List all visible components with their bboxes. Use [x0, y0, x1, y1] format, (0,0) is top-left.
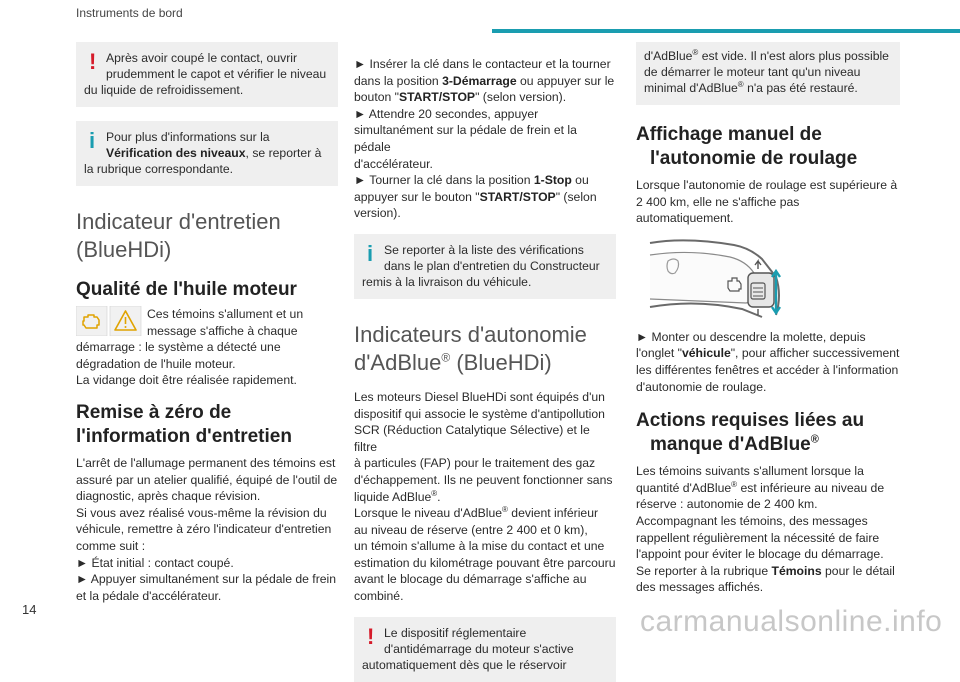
- text-part: .: [437, 489, 441, 504]
- text-line: au niveau de réserve (entre 2 400 et 0 km),: [354, 522, 588, 537]
- bold-term: START/STOP: [399, 90, 476, 105]
- text-line: Les témoins suivants s'allument lorsque la: [636, 464, 864, 479]
- text-line: [354, 489, 616, 506]
- text-line: dispositif qui associe le système d'antipollution: [354, 406, 605, 421]
- bold-term: START/STOP: [479, 189, 556, 204]
- bold-term: 1-Stop: [533, 173, 572, 188]
- title-line: [636, 433, 900, 457]
- text-line: combiné.: [354, 589, 404, 604]
- text-line: d'autonomie de roulage.: [636, 379, 767, 394]
- text-line: [354, 172, 616, 189]
- text-line: Se reporter à la liste des vérifications: [384, 242, 584, 257]
- text-line: comme suit :: [76, 538, 146, 553]
- text-part: Se reporter à la rubrique: [636, 563, 772, 578]
- bold-term: Vérification des niveaux: [106, 146, 246, 160]
- text-line: [636, 480, 900, 497]
- text-line: message s'affiche à chaque: [147, 323, 298, 338]
- text-line: ► Monter ou descendre la molette, depuis: [636, 329, 866, 344]
- text-line: les différentes fenêtres et accéder à l'information: [636, 362, 899, 377]
- adblue-paragraph: [354, 389, 616, 605]
- text-line: Ces témoins s'allument et un: [147, 307, 304, 321]
- text-part: liquide AdBlue: [354, 489, 432, 504]
- registered-mark: ®: [441, 350, 451, 365]
- text-line: un témoin s'allume à la mise du contact et une: [354, 539, 605, 554]
- text-line: estimation du kilométrage pouvant être parcouru: [354, 555, 616, 570]
- text-line: 2 400 km, elle ne s'affiche pas automatiquement.: [636, 194, 800, 226]
- manual-range-paragraph: [636, 177, 900, 227]
- text-line: ► Insérer la clé dans le contacteur et la tourner: [354, 57, 611, 71]
- title-line: l'information d'entretien: [76, 425, 292, 447]
- text-part: quantité d'AdBlue: [636, 480, 732, 495]
- text-line: des messages affichés.: [636, 580, 764, 595]
- text-line: [644, 48, 892, 64]
- text-part: n'a pas été restauré.: [743, 81, 858, 95]
- text-part: Lorsque le niveau d'AdBlue: [354, 506, 503, 521]
- text-line: l'appoint pour éviter le blocage du démarrage.: [636, 547, 884, 562]
- registered-mark: ®: [431, 488, 438, 498]
- oil-quality-block: [76, 306, 338, 389]
- reset-steps: [354, 56, 616, 222]
- text-line: La vidange doit être réalisée rapidement.: [76, 373, 297, 388]
- text-line: ► Appuyer simultanément sur la pédale de frein: [76, 572, 337, 587]
- warning-box-immobilizer: [354, 617, 616, 682]
- text-line: automatiquement dès que le réservoir: [362, 657, 567, 672]
- text-line: ► État initial : contact coupé.: [76, 555, 234, 570]
- running-header: Instruments de bord: [76, 6, 183, 20]
- text-part: manque d'AdBlue: [650, 434, 811, 456]
- text-line: d'échappement. Ils ne peuvent fonctionner sans: [354, 472, 613, 487]
- text-line: prudemment le capot et vérifier le niveau: [106, 67, 327, 81]
- text-line: [636, 563, 900, 580]
- text-part: " (selon version).: [475, 90, 567, 105]
- text-part: " (selon: [555, 189, 597, 204]
- column-3: [636, 42, 900, 596]
- text-line: SCR (Réduction Catalytique Sélective) et le filtre: [354, 423, 590, 454]
- text-line: ► Attendre 20 secondes, appuyer: [354, 106, 539, 121]
- warning-box-coolant: [76, 42, 338, 107]
- text-line: démarrage : le système a détecté une: [76, 340, 281, 355]
- subheading-manual-range: [636, 123, 900, 171]
- column-1: [76, 42, 338, 604]
- title-line: l'autonomie de roulage: [650, 148, 858, 169]
- header-accent-bar: [492, 29, 960, 33]
- text-part: ou: [571, 173, 589, 188]
- text-part: devient inférieur: [507, 506, 599, 521]
- title-line: Indicateurs d'autonomie: [354, 321, 587, 347]
- text-line: simultanément sur la pédale de frein et la pédale: [354, 123, 577, 154]
- warning-exclamation-icon: !: [89, 49, 97, 74]
- text-part: dans la position: [354, 73, 443, 88]
- text-line: [354, 73, 616, 90]
- steering-wheel-illustration: [646, 237, 786, 321]
- text-line: la rubrique correspondante.: [84, 162, 234, 176]
- text-line: [354, 89, 616, 106]
- info-box-checklist: [354, 234, 616, 299]
- column-2: [354, 42, 616, 682]
- text-line: [354, 505, 616, 522]
- bold-term: véhicule: [681, 346, 731, 361]
- title-line: Remise à zéro de: [76, 401, 232, 423]
- oil-warning-icons: [76, 306, 142, 336]
- text-line: Pour plus d'informations sur la: [106, 130, 270, 144]
- text-line: [636, 345, 900, 362]
- actions-paragraph: [636, 463, 900, 596]
- engine-oil-icon: [76, 306, 142, 336]
- text-part: , se reporter à: [245, 146, 322, 160]
- registered-mark: ®: [692, 47, 699, 57]
- subheading-adblue-actions: [636, 409, 900, 457]
- text-line: et la pédale d'accélérateur.: [76, 588, 222, 603]
- text-line: du liquide de refroidissement.: [84, 83, 244, 97]
- text-part: pour le détail: [821, 563, 895, 578]
- text-line: avant le blocage du démarrage s'affiche au: [354, 572, 587, 587]
- thumbwheel-paragraph: [636, 329, 900, 395]
- text-line: assuré par un atelier qualifié, équipé de l'outil de: [76, 472, 338, 487]
- warning-box-continued: [636, 42, 900, 105]
- text-line: véhicule, remettre à zéro l'indicateur d'entretien: [76, 522, 332, 537]
- info-box-levels: [76, 121, 338, 186]
- text-part: minimal d'AdBlue: [644, 81, 738, 95]
- text-part: ► Tourner la clé dans la position: [354, 173, 534, 188]
- text-line: [644, 80, 892, 96]
- subheading-oil-quality: Qualité de l'huile moteur: [76, 279, 297, 300]
- title-line: Indicateur d'entretien: [76, 209, 281, 234]
- text-line: [84, 145, 330, 161]
- warning-exclamation-icon: !: [367, 623, 375, 649]
- bold-term: Témoins: [771, 563, 822, 578]
- text-line: diagnostic, après chaque révision.: [76, 489, 261, 504]
- registered-mark: ®: [737, 79, 744, 89]
- registered-mark: ®: [731, 479, 738, 489]
- text-line: Accompagnant les témoins, des messages: [636, 513, 868, 528]
- text-part: ", pour afficher successivement: [730, 346, 900, 361]
- text-line: à particules (FAP) pour le traitement des gaz: [354, 456, 596, 471]
- title-line: Affichage manuel de: [636, 124, 822, 145]
- text-part: est inférieure au niveau de: [737, 480, 885, 495]
- registered-mark: ®: [810, 433, 819, 446]
- title-line: (BlueHDi): [76, 237, 172, 262]
- text-part: d'AdBlue: [644, 49, 693, 63]
- title-line: Actions requises liées au: [636, 410, 865, 432]
- text-line: d'accélérateur.: [354, 156, 433, 171]
- text-line: de démarrer le moteur tant qu'un niveau: [644, 65, 861, 79]
- text-line: réserve : autonomie de 2 400 km.: [636, 497, 818, 512]
- watermark: carmanualsonline.info: [640, 605, 943, 638]
- text-part: l'onglet ": [636, 346, 682, 361]
- info-i-icon: i: [89, 128, 96, 153]
- text-line: rappellent régulièrement la nécessité de faire: [636, 530, 880, 545]
- text-line: dans le plan d'entretien du Constructeur: [384, 258, 600, 273]
- text-line: remis à la livraison du véhicule.: [362, 274, 532, 289]
- title-line: [354, 349, 616, 377]
- info-i-icon: i: [367, 240, 374, 266]
- text-line: version).: [354, 206, 401, 221]
- text-part: d'AdBlue: [354, 349, 442, 375]
- section-title-adblue: [354, 321, 616, 377]
- text-line: Le dispositif réglementaire: [384, 625, 527, 640]
- subheading-reset: [76, 401, 338, 449]
- reset-paragraph: [76, 455, 338, 604]
- text-part: ou appuyer sur le: [516, 73, 615, 88]
- text-part: bouton ": [354, 90, 399, 105]
- registered-mark: ®: [502, 505, 508, 515]
- text-line: Lorsque l'autonomie de roulage est supérieure à: [636, 178, 898, 192]
- text-line: Après avoir coupé le contact, ouvrir: [106, 51, 298, 65]
- text-part: est vide. Il n'est alors plus possible: [698, 49, 889, 63]
- text-part: (BlueHDi): [450, 349, 552, 375]
- section-title-maintenance: [76, 208, 338, 264]
- text-line: dégradation de l'huile moteur.: [76, 356, 236, 371]
- page-number: 14: [22, 602, 37, 617]
- text-part: appuyer sur le bouton ": [354, 189, 480, 204]
- bold-term: 3-Démarrage: [442, 73, 517, 88]
- text-line: [354, 189, 616, 206]
- text-line: L'arrêt de l'allumage permanent des témoins est: [76, 455, 336, 470]
- steering-wheel-thumbwheel-icon: [646, 237, 786, 321]
- text-line: Si vous avez réalisé vous-même la révision du: [76, 505, 327, 520]
- text-line: d'antidémarrage du moteur s'active: [384, 641, 574, 656]
- text-line: Les moteurs Diesel BlueHDi sont équipés d'un: [354, 389, 605, 404]
